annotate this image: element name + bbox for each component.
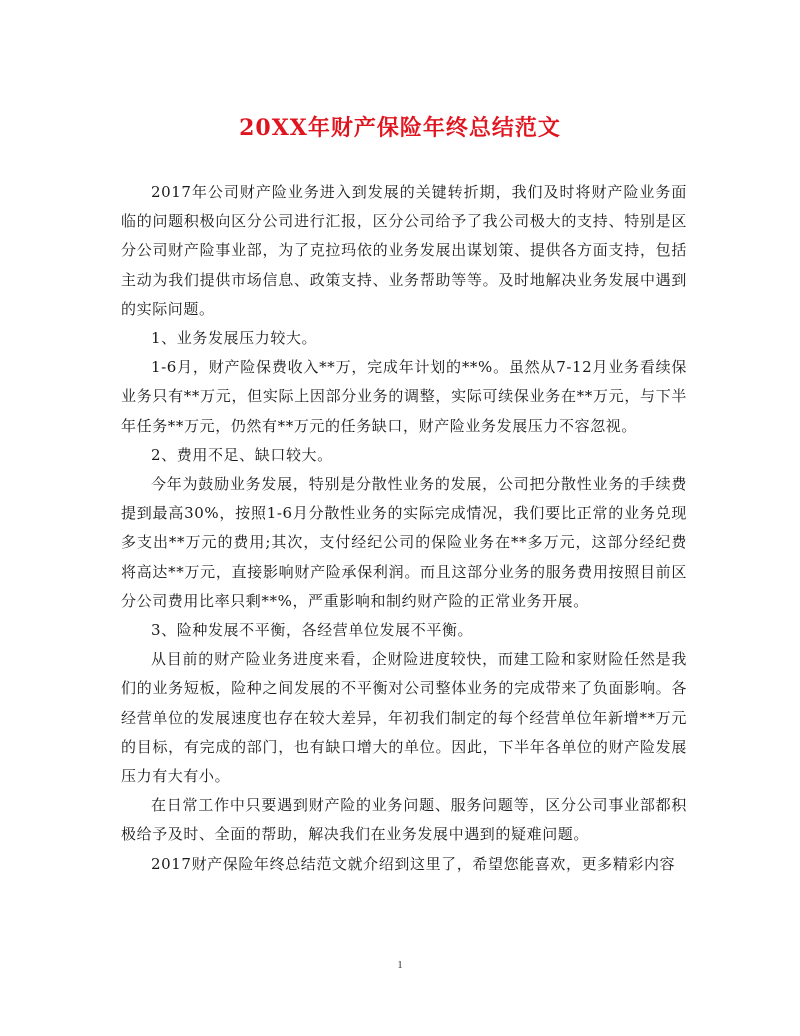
paragraph-intro: 2017年公司财产险业务进入到发展的关键转折期，我们及时将财产险业务面临的问题积极向区分公司进行汇报，区分公司给予了我公司极大的支持、特别是区分公司财产险事业部，为了克拉玛依的业务发展出谋划策、提供各方面支持，包括主动为我们提供市场信息、政策支持、业务帮助等等。及时地解决业务发展中遇到的实际问题。 [121, 183, 687, 318]
section-heading-3: 3、险种发展不平衡，各经营单位发展不平衡。 [151, 621, 474, 640]
paragraph-expense-shortfall: 今年为鼓励业务发展，特别是分散性业务的发展，公司把分散性业务的手续费提到最高30%，按照1-6月分散性业务的实际完成情况，我们要比正常的业务兑现多支出**万元的费用;其次，支付经纪公司的保险业务在**多万元，这部分经纪费将高达**万元，直接影响财产险承保利润。而且这部分业务的服务费用按照目前区分公司费用比率只剩**%，严重影响和制约财产险的正常业务开展。 [121, 475, 687, 610]
section-heading-2: 2、费用不足、缺口较大。 [151, 445, 333, 464]
paragraph-daily-support: 在日常工作中只要遇到财产险的业务问题、服务问题等，区分公司事业部都积极给予及时、全面的帮助，解决我们在业务发展中遇到的疑难问题。 [121, 796, 687, 844]
document-title: 20XX年财产保险年终总结范文 [239, 115, 561, 141]
section-heading-1: 1、业务发展压力较大。 [151, 329, 318, 348]
paragraph-business-pressure: 1-6月，财产险保费收入**万，完成年计划的**%。虽然从7-12月业务看续保业务只有**万元，但实际上因部分业务的调整，实际可续保业务在**万元，与下半年任务**万元，仍然有**万元的任务缺口，财产险业务发展压力不容忽视。 [121, 358, 687, 435]
page-number: 1 [397, 959, 403, 971]
paragraph-imbalance: 从目前的财产险业务进度来看，企财险进度较快，而建工险和家财险任然是我们的业务短板，险种之间发展的不平衡对公司整体业务的完成带来了负面影响。各经营单位的发展速度也存在较大差异，年初我们制定的每个经营单位年新增**万元的目标，有完成的部门，也有缺口增大的单位。因此，下半年各单位的财产险发展压力有大有小。 [121, 650, 687, 786]
paragraph-closing: 2017财产保险年终总结范文就介绍到这里了，希望您能喜欢，更多精彩内容 [151, 854, 676, 873]
document-body [121, 178, 687, 879]
